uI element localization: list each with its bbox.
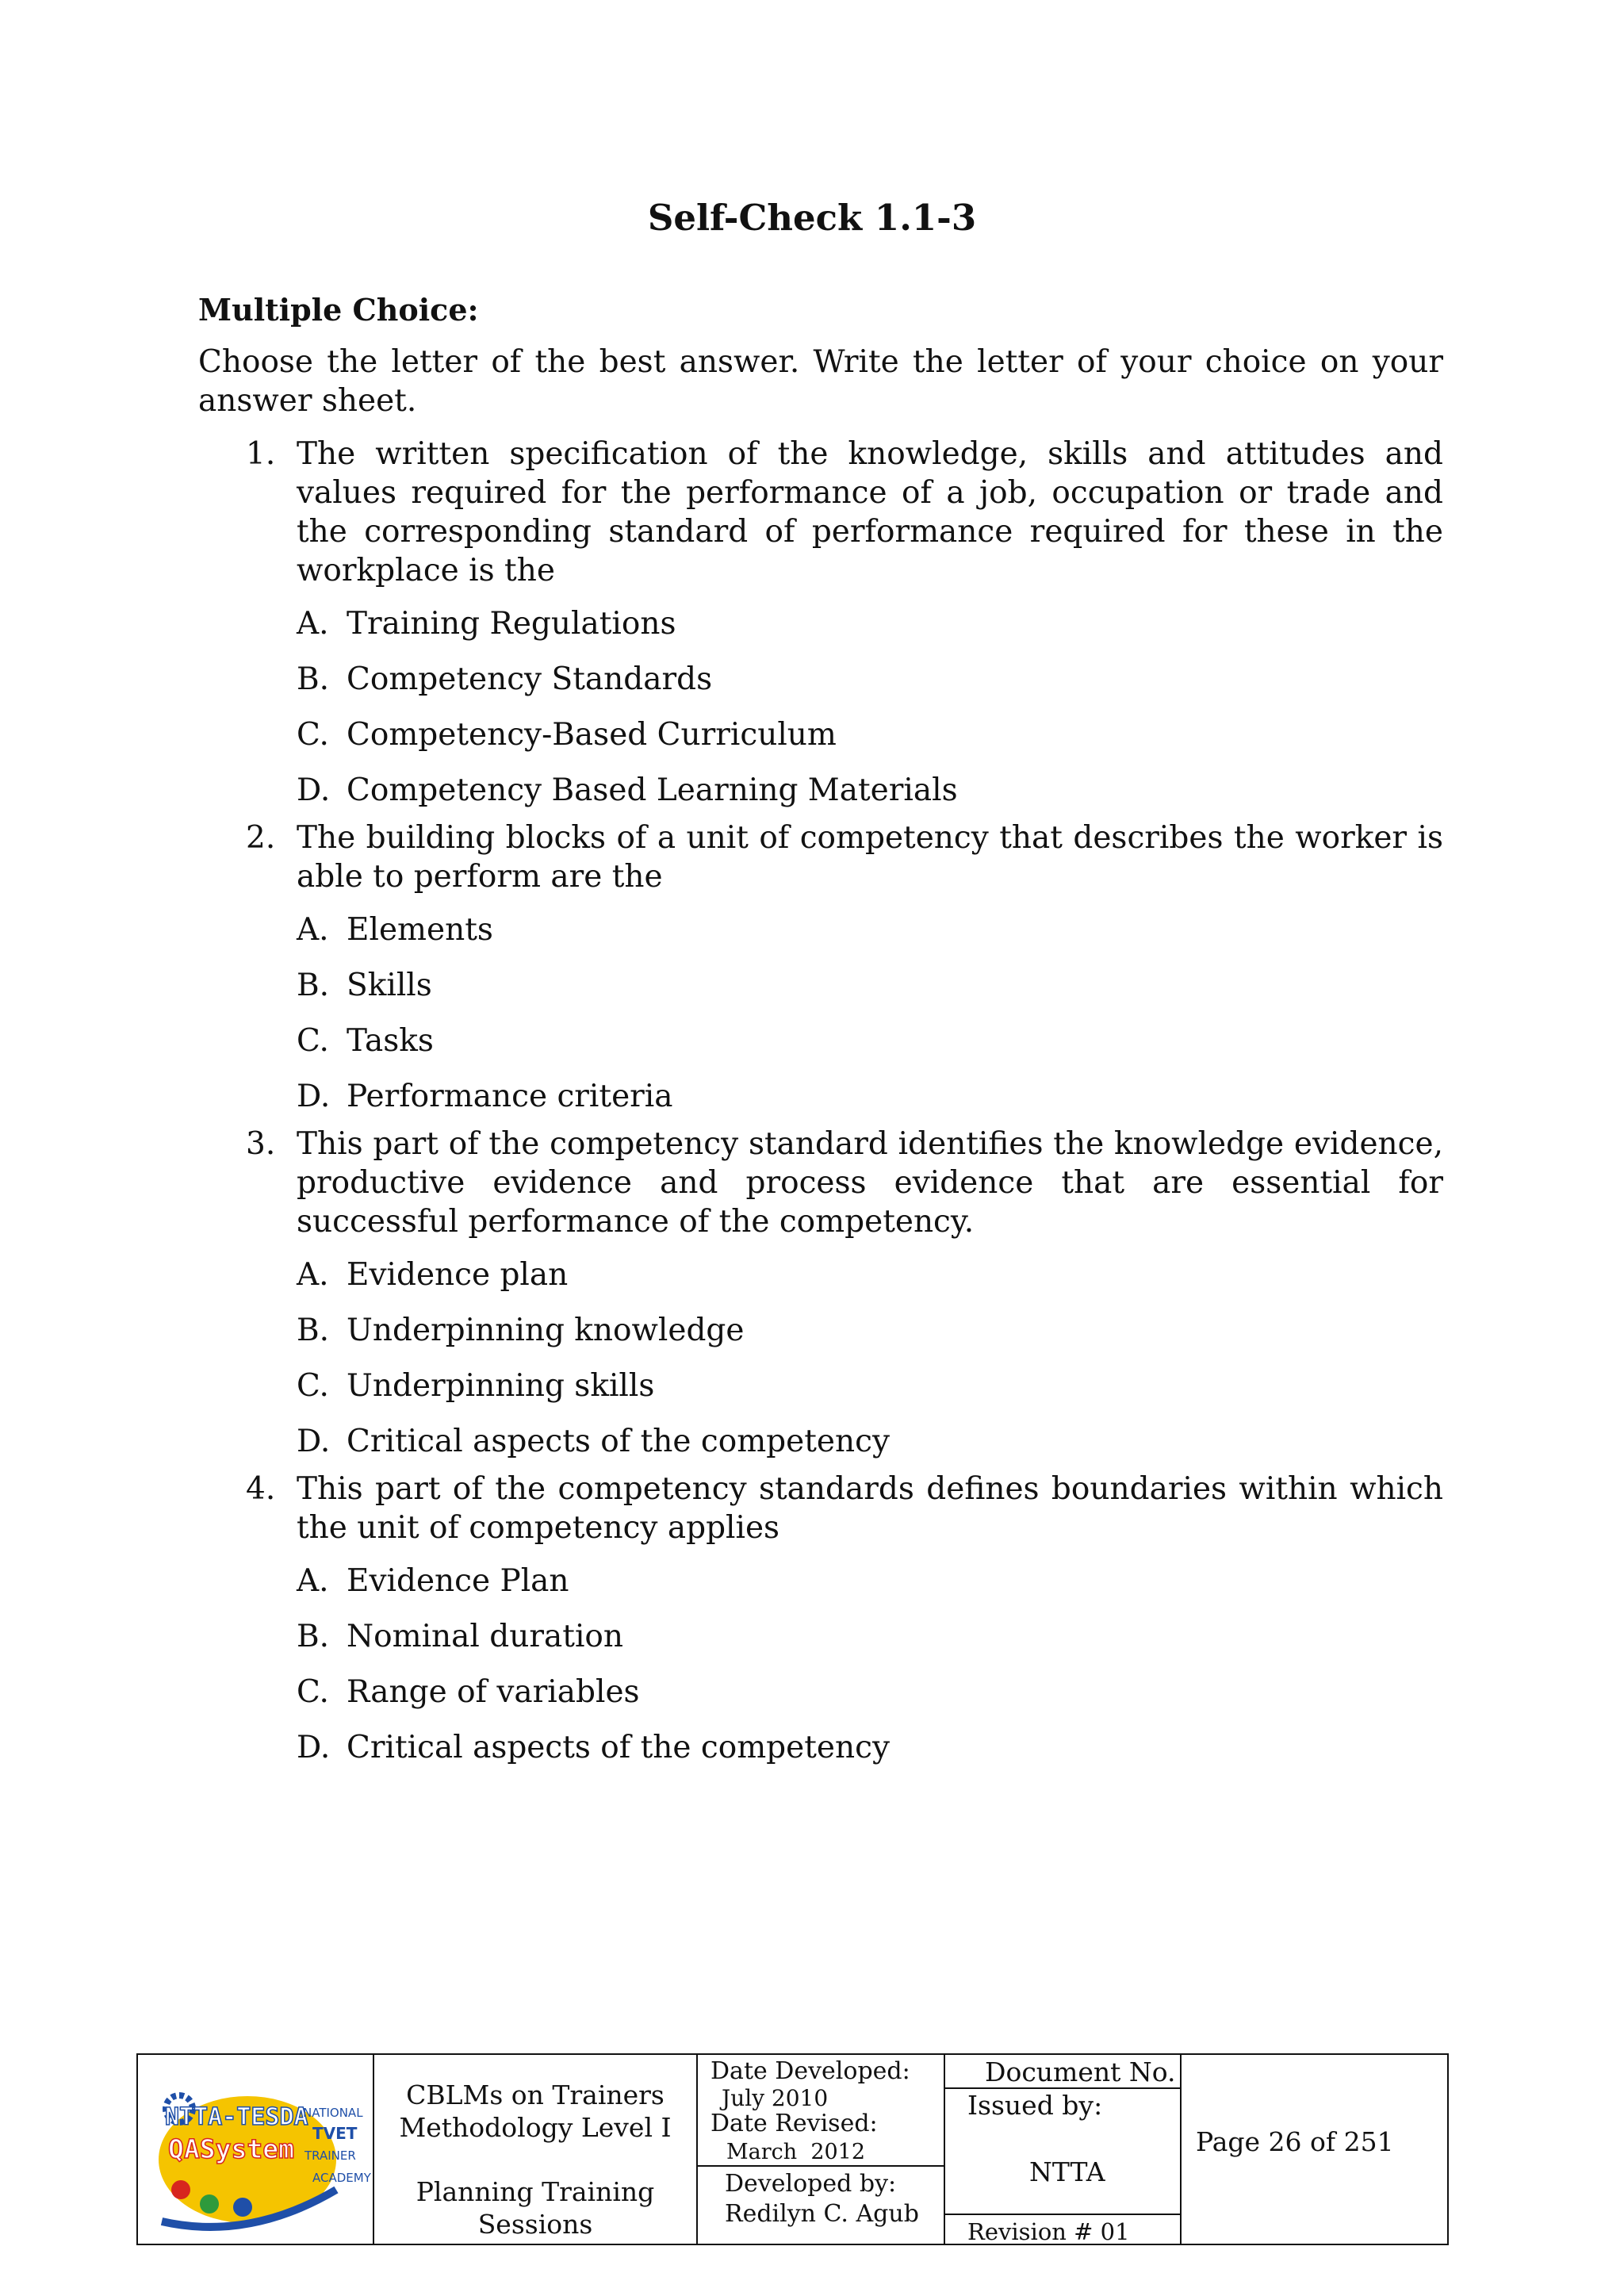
option-list [198,1554,1443,1776]
logo-graphic [154,2071,371,2229]
option-c [297,1359,1443,1414]
option-text: Competency Based Learning Materials [347,772,958,808]
option-letter: C. [297,1023,329,1059]
option-list [198,903,1443,1125]
option-letter: B. [297,1619,330,1654]
option-letter: B. [297,968,330,1003]
option-text: Tasks [347,1023,434,1059]
option-text: Underpinning skills [347,1368,655,1404]
option-a [297,1248,1443,1303]
logo-side-text: TVET [312,2124,358,2143]
option-letter: D. [297,1424,331,1459]
module-line: Planning Training [416,2176,655,2207]
question-text: This part of the competency standard identifies the knowledge evidence, productive evidence and process evidence that are essential for successful performance of the competency. [297,1126,1443,1240]
option-text: Underpinning knowledge [347,1313,745,1348]
column-divider [696,2055,698,2244]
option-a [297,1554,1443,1609]
option-d [297,1414,1443,1470]
option-d [297,763,1443,818]
column-divider [944,2055,945,2244]
document-no-label: Document No. [985,2056,1176,2087]
revision-number: Revision # 01 [967,2218,1130,2245]
option-text: Evidence plan [347,1257,569,1293]
option-c [297,1014,1443,1069]
logo-side-text: TRAINER [304,2148,356,2163]
option-text: Critical aspects of the competency [347,1730,890,1765]
option-text: Elements [347,912,493,948]
question-number: 2. [246,820,276,856]
section-title: Multiple Choice: [198,292,479,328]
question-text: The building blocks of a unit of competency that describes the worker is able to perform are the [297,820,1443,895]
issued-by-value: NTTA [1029,2156,1105,2187]
option-text: Critical aspects of the competency [347,1424,890,1459]
page-number-cell [1182,2055,1450,2247]
page-title: Self-Check 1.1-3 [647,197,977,239]
option-text: Training Regulations [347,606,676,642]
option-letter: A. [297,606,329,642]
option-b [297,1303,1443,1359]
option-b [297,652,1443,707]
cblm-line: CBLMs on Trainers [406,2079,665,2110]
question-4 [198,1470,1443,1776]
document-footer-table [136,2053,1449,2245]
logo-figure-green [200,2194,219,2214]
question-2 [198,818,1443,1125]
ntta-tesda-logo [154,2071,371,2229]
developed-by-value: Redilyn C. Agub [725,2200,919,2228]
question-text: The written specification of the knowledge, skills and attitudes and values required for the performance of a job, occupation or trade and the corresponding standard of performance required for these in the workplace is the [297,436,1443,588]
row-divider [944,2214,1180,2215]
question-number: 4. [246,1471,276,1507]
module-title [374,2144,696,2240]
question-1 [198,435,1443,818]
option-c [297,707,1443,763]
question-text: This part of the competency standards defines boundaries within which the unit of competency applies [297,1471,1443,1546]
date-developed-value: July 2010 [722,2085,829,2111]
date-developed-label: Date Developed: [710,2057,910,2085]
module-line: Sessions [477,2209,593,2240]
issued-by-label: Issued by: [967,2090,1103,2121]
option-text: Skills [347,968,432,1003]
instructions: Choose the letter of the best answer. Write the letter of your choice on your answer sheet. [198,344,1443,419]
logo-figure-blue [233,2198,252,2217]
cblm-title [374,2055,696,2144]
option-letter: A. [297,1563,329,1599]
option-text: Competency-Based Curriculum [347,717,837,753]
logo-wordmark: NTTA-TESDA [165,2103,308,2131]
option-letter: D. [297,772,331,808]
option-b [297,958,1443,1014]
option-list [198,1248,1443,1470]
question-3 [198,1125,1443,1470]
option-letter: B. [297,661,330,697]
developed-by-label: Developed by: [725,2170,897,2198]
question-list [198,435,1443,1776]
option-text: Competency Standards [347,661,713,697]
option-b [297,1609,1443,1665]
option-d [297,1720,1443,1776]
logo-side-text: ACADEMY [312,2171,371,2185]
option-a [297,903,1443,958]
option-list [198,596,1443,818]
cblm-line: Methodology Level I [399,2112,672,2143]
option-letter: D. [297,1730,331,1765]
option-d [297,1069,1443,1125]
question-number: 3. [246,1126,276,1162]
row-divider [944,2087,1180,2089]
option-text: Nominal duration [347,1619,624,1654]
option-letter: B. [297,1313,330,1348]
option-letter: C. [297,1674,329,1710]
option-c [297,1665,1443,1720]
option-letter: C. [297,717,329,753]
cblm-title-cell [374,2055,696,2247]
date-revised-value: March 2012 [726,2140,866,2164]
option-text: Performance criteria [347,1079,673,1114]
question-number: 1. [246,436,276,472]
option-letter: D. [297,1079,331,1114]
option-a [297,596,1443,652]
option-letter: A. [297,912,329,948]
date-revised-label: Date Revised: [710,2110,878,2137]
logo-figure-red [171,2180,190,2199]
option-letter: C. [297,1368,329,1404]
page-number: Page 26 of 251 [1196,2126,1394,2157]
option-text: Evidence Plan [347,1563,569,1599]
logo-wordmark-2: QASystem [168,2133,294,2164]
logo-side-text: NATIONAL [303,2106,363,2120]
option-text: Range of variables [347,1674,640,1710]
option-letter: A. [297,1257,329,1293]
